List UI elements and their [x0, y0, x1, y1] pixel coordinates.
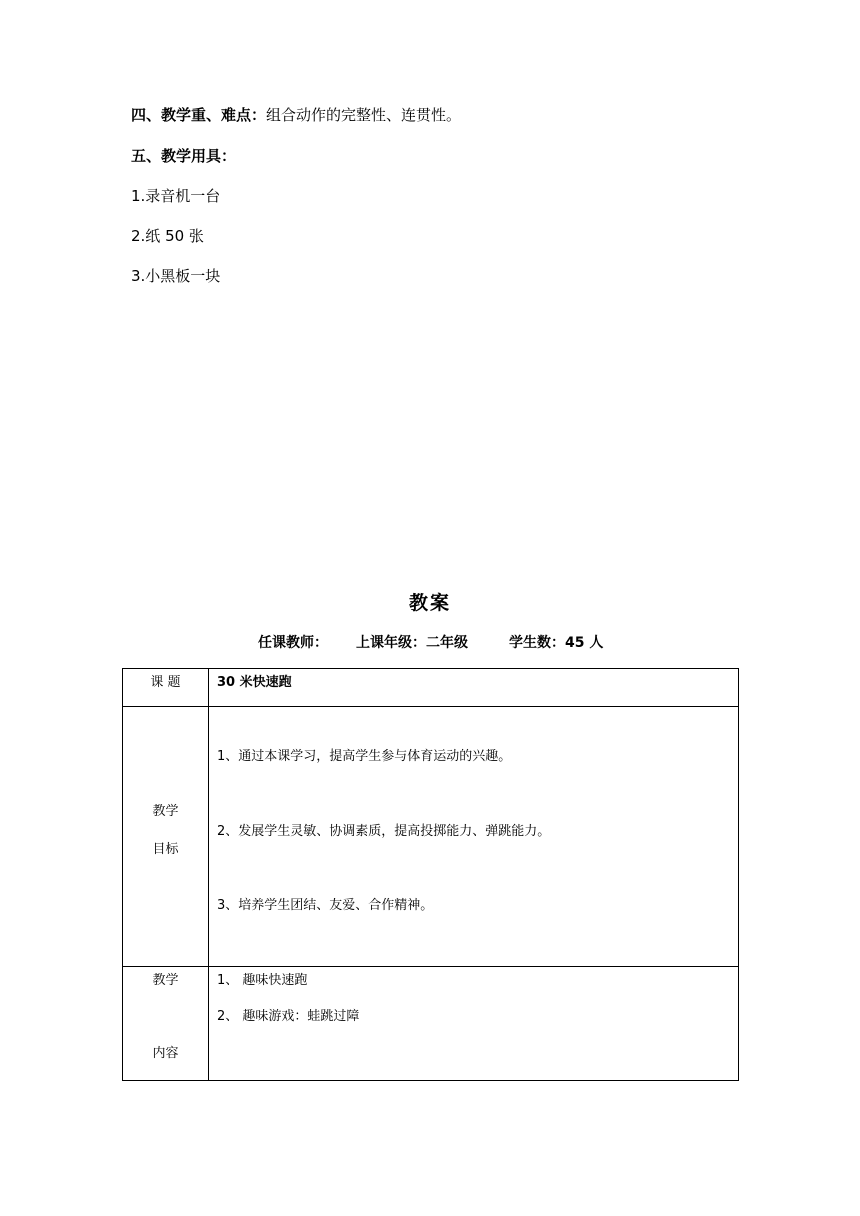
students-label: 学生数：45 人: [509, 635, 604, 651]
teacher-label: 任课教师：: [258, 635, 328, 651]
goals-cell: [209, 707, 739, 967]
content-label-cell: [123, 967, 209, 1081]
tool-item: 1.录音机一台: [131, 187, 221, 205]
focus-paragraph: [131, 105, 461, 125]
goals-label-cell: [123, 707, 209, 967]
content-label-line-2: 内容: [152, 1046, 179, 1061]
content-cell: [209, 967, 739, 1081]
tools-heading: 五、教学用具：: [131, 147, 237, 165]
focus-text: 组合动作的完整性、连贯性。: [266, 106, 462, 124]
tool-item: 2.纸 50 张: [131, 227, 204, 245]
goal-item: 1、通过本课学习，提高学生参与体育运动的兴趣。: [217, 749, 512, 764]
topic-label-cell: [123, 669, 209, 707]
content-label-line-1: 教学: [152, 973, 179, 988]
lesson-plan-table: [122, 668, 739, 1081]
focus-heading: 四、教学重、难点：: [131, 106, 267, 124]
topic-value-cell: [209, 669, 739, 707]
goal-item: 3、培养学生团结、友爱、合作精神。: [217, 898, 434, 913]
goals-label-line-1: 教学: [152, 804, 179, 819]
content-row: [123, 967, 739, 1081]
topic-row: [123, 669, 739, 707]
topic-value: 30 米快速跑: [217, 675, 292, 690]
goal-item: 2、发展学生灵敏、协调素质，提高投掷能力、弹跳能力。: [217, 824, 551, 839]
content-item: 1、 趣味快速跑: [217, 973, 308, 988]
tool-item: 3.小黑板一块: [131, 267, 221, 285]
grade-label: 上课年级：二年级: [356, 635, 468, 651]
topic-label: 课 题: [150, 675, 181, 690]
content-item: 2、 趣味游戏：蛙跳过障: [217, 1009, 360, 1024]
goals-label-line-2: 目标: [152, 842, 179, 857]
lesson-plan-title: 教案: [408, 592, 451, 614]
goals-row: [123, 707, 739, 967]
